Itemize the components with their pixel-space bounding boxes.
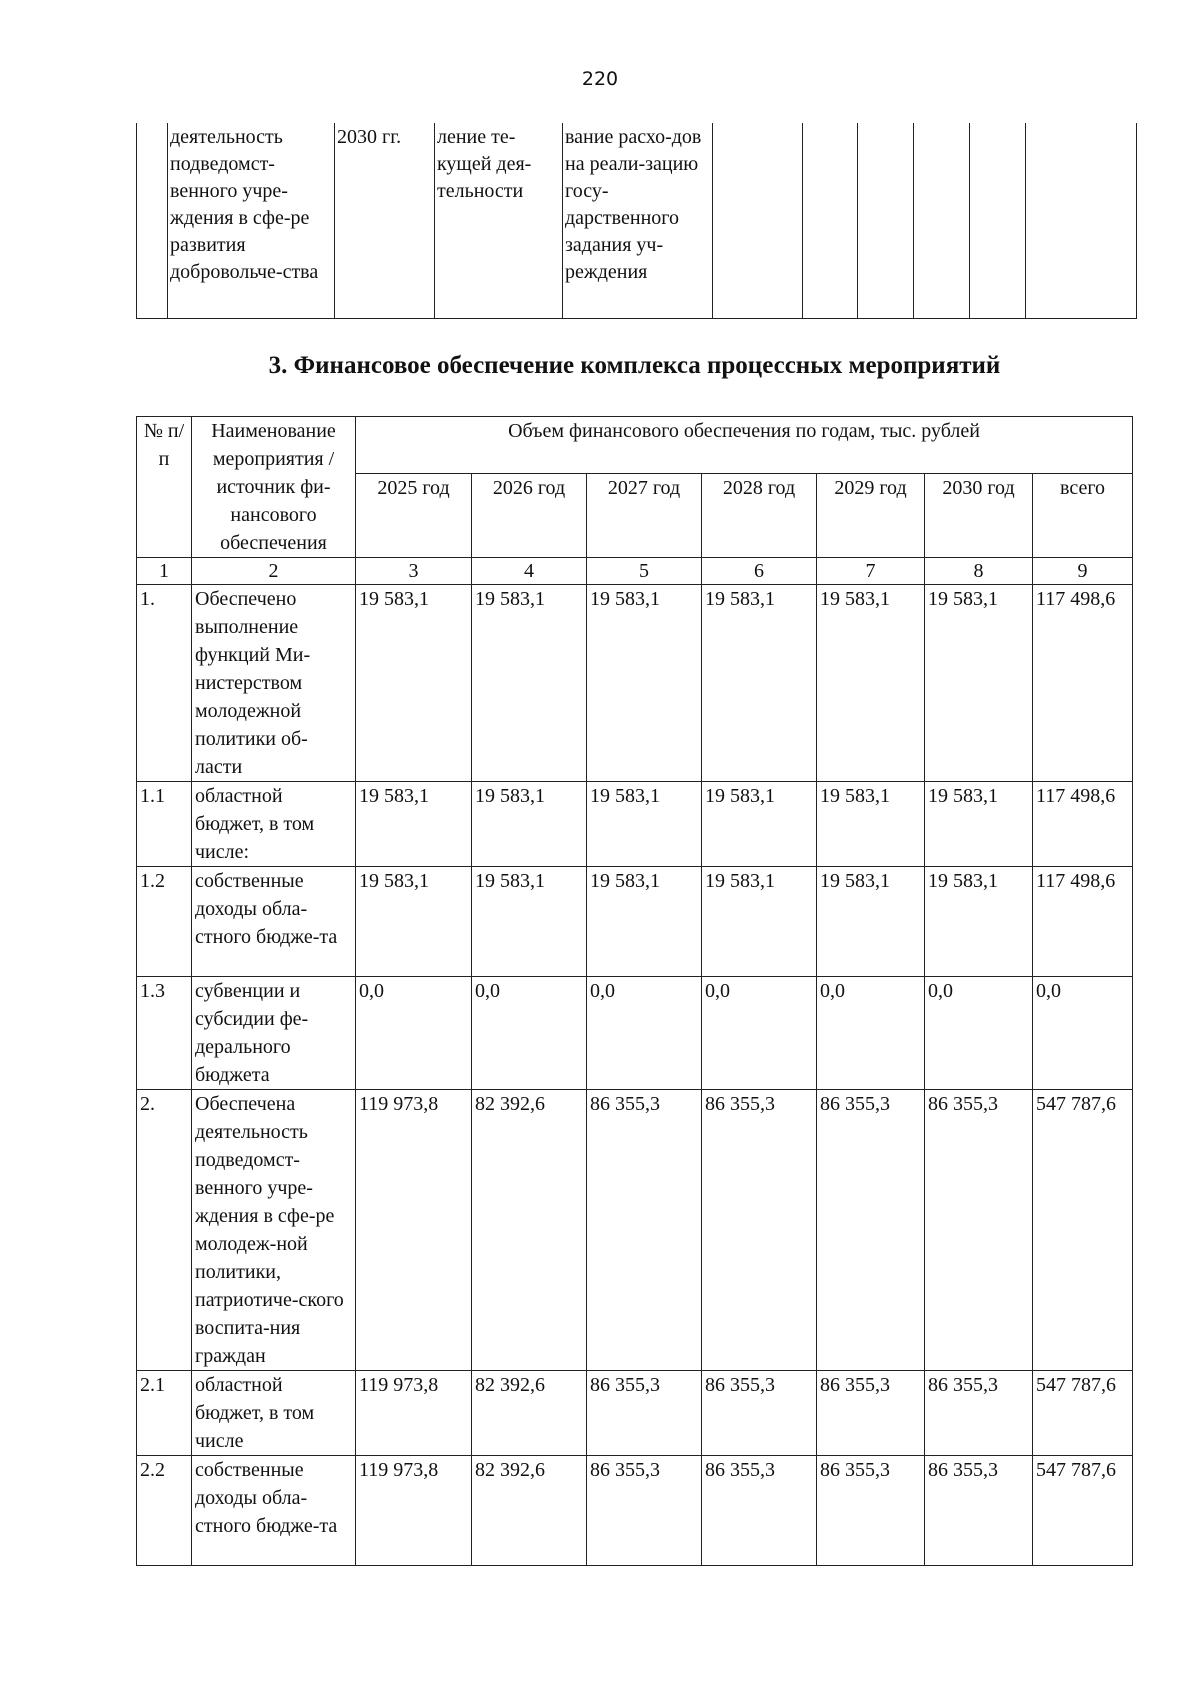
row-value: 86 355,3 (587, 1456, 702, 1566)
header-year: 2026 год (472, 474, 587, 558)
row-total: 117 498,6 (1033, 585, 1133, 782)
row-number: 2. (137, 1090, 192, 1371)
row-value: 82 392,6 (472, 1456, 587, 1566)
row-value: 19 583,1 (817, 585, 925, 782)
row-value: 86 355,3 (702, 1090, 817, 1371)
row-total: 547 787,6 (1033, 1090, 1133, 1371)
row-number: 2.2 (137, 1456, 192, 1566)
row-value: 119 973,8 (356, 1371, 472, 1456)
row-number: 1.2 (137, 867, 192, 977)
header-year: 2030 год (925, 474, 1033, 558)
row-value: 19 583,1 (587, 585, 702, 782)
row-value: 119 973,8 (356, 1090, 472, 1371)
row-value: 19 583,1 (817, 782, 925, 867)
header-volume: Объем финансового обеспечения по годам, тыс. рублей (356, 417, 1133, 474)
row-value: 19 583,1 (587, 782, 702, 867)
column-number: 4 (472, 558, 587, 585)
row-value: 86 355,3 (817, 1456, 925, 1566)
row-value: 19 583,1 (472, 867, 587, 977)
row-value: 19 583,1 (356, 867, 472, 977)
row-name: Обеспечено выполнение функций Ми-нистерством молодежной политики об-ласти (192, 585, 356, 782)
column-number: 6 (702, 558, 817, 585)
finance-table (136, 416, 1133, 1566)
cont-cell-0 (137, 123, 168, 318)
column-number: 3 (356, 558, 472, 585)
row-value: 19 583,1 (817, 867, 925, 977)
row-name: Обеспечена деятельность подведомст-венного учре-ждения в сфе-ре молодеж-ной политики, патриотиче-ского воспита-ния граждан (192, 1090, 356, 1371)
row-value: 0,0 (817, 977, 925, 1090)
table-row (137, 585, 1133, 782)
row-value: 19 583,1 (702, 867, 817, 977)
row-value: 86 355,3 (587, 1090, 702, 1371)
row-value: 19 583,1 (925, 867, 1033, 977)
continuation-row (137, 123, 1137, 318)
header-name: Наименование мероприятия / источник фи-нансового обеспечения (192, 417, 356, 558)
row-value: 86 355,3 (925, 1456, 1033, 1566)
row-total: 117 498,6 (1033, 782, 1133, 867)
header-total: всего (1033, 474, 1133, 558)
row-number: 2.1 (137, 1371, 192, 1456)
row-number: 1.1 (137, 782, 192, 867)
row-value: 86 355,3 (702, 1456, 817, 1566)
table-row (137, 1090, 1133, 1371)
column-number: 1 (137, 558, 192, 585)
cont-cell-type: ление те-кущей дея-тельности (435, 123, 563, 318)
row-value: 82 392,6 (472, 1090, 587, 1371)
row-value: 0,0 (702, 977, 817, 1090)
section-heading: 3. Финансовое обеспечение комплекса процессных мероприятий (268, 352, 1001, 379)
row-value: 86 355,3 (925, 1371, 1033, 1456)
table-row (137, 867, 1133, 977)
row-value: 0,0 (925, 977, 1033, 1090)
row-value: 19 583,1 (587, 867, 702, 977)
row-name: субвенции и субсидии фе-дерального бюджета (192, 977, 356, 1090)
row-name: собственные доходы обла-стного бюдже-та (192, 1456, 356, 1566)
column-number: 9 (1033, 558, 1133, 585)
row-value: 86 355,3 (587, 1371, 702, 1456)
row-value: 19 583,1 (702, 782, 817, 867)
header-year: 2025 год (356, 474, 472, 558)
row-value: 86 355,3 (702, 1371, 817, 1456)
row-name: собственные доходы обла-стного бюдже-та (192, 867, 356, 977)
cont-cell-7 (858, 123, 914, 318)
cont-cell-description: вание расхо-дов на реали-зацию госу-дарственного задания уч-реждения (563, 123, 713, 318)
row-value: 86 355,3 (925, 1090, 1033, 1371)
column-number: 8 (925, 558, 1033, 585)
cont-cell-8 (914, 123, 970, 318)
row-value: 86 355,3 (817, 1371, 925, 1456)
column-number: 7 (817, 558, 925, 585)
header-year: 2028 год (702, 474, 817, 558)
table-row (137, 977, 1133, 1090)
page-number: 220 (581, 68, 619, 90)
row-value: 19 583,1 (472, 782, 587, 867)
row-value: 86 355,3 (817, 1090, 925, 1371)
header-row (137, 417, 1133, 474)
cont-cell-period: 2030 гг. (335, 123, 435, 318)
column-numbers-row (137, 558, 1133, 585)
row-name: областной бюджет, в том числе: (192, 782, 356, 867)
header-year: 2029 год (817, 474, 925, 558)
row-total: 547 787,6 (1033, 1456, 1133, 1566)
row-value: 19 583,1 (925, 585, 1033, 782)
column-number: 5 (587, 558, 702, 585)
row-value: 0,0 (356, 977, 472, 1090)
table-row (137, 782, 1133, 867)
row-value: 0,0 (472, 977, 587, 1090)
row-value: 119 973,8 (356, 1456, 472, 1566)
header-num: № п/п (137, 417, 192, 558)
row-value: 0,0 (587, 977, 702, 1090)
table-row (137, 1371, 1133, 1456)
row-value: 19 583,1 (472, 585, 587, 782)
row-value: 19 583,1 (356, 585, 472, 782)
row-total: 117 498,6 (1033, 867, 1133, 977)
row-total: 547 787,6 (1033, 1371, 1133, 1456)
row-number: 1. (137, 585, 192, 782)
row-number: 1.3 (137, 977, 192, 1090)
row-value: 19 583,1 (925, 782, 1033, 867)
cont-cell-5 (713, 123, 803, 318)
cont-cell-10 (1026, 123, 1137, 318)
row-name: областной бюджет, в том числе (192, 1371, 356, 1456)
cont-cell-6 (803, 123, 858, 318)
row-total: 0,0 (1033, 977, 1133, 1090)
column-number: 2 (192, 558, 356, 585)
cont-cell-activity: деятельность подведомст-венного учре-ждения в сфе-ре развития добровольче-ства (168, 123, 335, 318)
row-value: 19 583,1 (702, 585, 817, 782)
row-value: 82 392,6 (472, 1371, 587, 1456)
continuation-table (136, 123, 1137, 319)
row-value: 19 583,1 (356, 782, 472, 867)
cont-cell-9 (970, 123, 1026, 318)
table-row (137, 1456, 1133, 1566)
header-year: 2027 год (587, 474, 702, 558)
